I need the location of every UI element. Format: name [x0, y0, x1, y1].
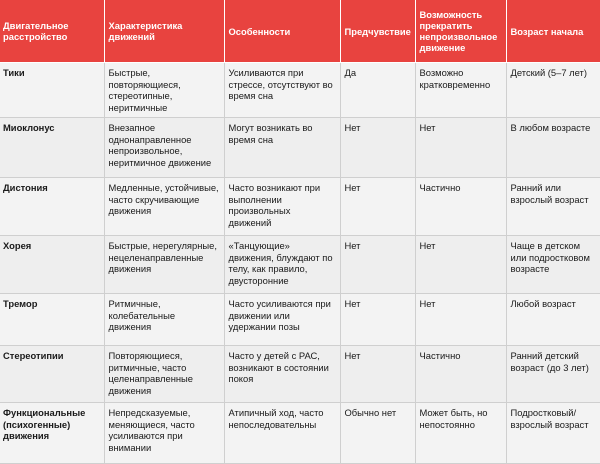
cell-disorder: Хорея [0, 236, 104, 294]
cell-age-of-onset: Ранний или взрослый возраст [506, 178, 600, 236]
cell-premonition: Нет [340, 178, 415, 236]
cell-premonition: Нет [340, 346, 415, 403]
cell-premonition: Обычно нет [340, 403, 415, 464]
cell-premonition: Нет [340, 294, 415, 346]
cell-features: Часто усиливаются при движении или удержании позы [224, 294, 340, 346]
cell-movement-characteristics: Ритмичные, колебательные движения [104, 294, 224, 346]
cell-age-of-onset: Детский (5–7 лет) [506, 63, 600, 118]
cell-age-of-onset: Чаще в детском или подростковом возрасте [506, 236, 600, 294]
cell-features: Часто у детей с РАС, возникают в состоянии покоя [224, 346, 340, 403]
cell-age-of-onset: Любой возраст [506, 294, 600, 346]
cell-movement-characteristics: Непредсказуемые, меняющиеся, часто усиливаются при внимании [104, 403, 224, 464]
cell-movement-characteristics: Быстрые, нерегулярные, нецеленаправленные движения [104, 236, 224, 294]
cell-disorder: Стереотипии [0, 346, 104, 403]
cell-ability-to-stop: Нет [415, 118, 506, 178]
cell-movement-characteristics: Быстрые, повторяющиеся, стереотипные, неритмичные [104, 63, 224, 118]
cell-premonition: Да [340, 63, 415, 118]
cell-ability-to-stop: Нет [415, 294, 506, 346]
cell-age-of-onset: Ранний детский возраст (до 3 лет) [506, 346, 600, 403]
header-row [0, 0, 600, 63]
cell-ability-to-stop: Частично [415, 346, 506, 403]
header-features: Особенности [224, 0, 340, 63]
cell-disorder: Функциональные (психогенные) движения [0, 403, 104, 464]
header-disorder: Двигательное расстройство [0, 0, 104, 63]
cell-features: Могут возникать во время сна [224, 118, 340, 178]
cell-features: Часто возникают при выполнении произвольных движений [224, 178, 340, 236]
header-age-of-onset: Возраст начала [506, 0, 600, 63]
table-row [0, 118, 600, 178]
table-row [0, 346, 600, 403]
table-row [0, 63, 600, 118]
cell-features: «Танцующие» движения, блуждают по телу, как правило, двусторонние [224, 236, 340, 294]
header-premonition: Предчувствие [340, 0, 415, 63]
cell-ability-to-stop: Нет [415, 236, 506, 294]
cell-disorder: Миоклонус [0, 118, 104, 178]
cell-features: Усиливаются при стрессе, отсутствуют во время сна [224, 63, 340, 118]
cell-disorder: Тремор [0, 294, 104, 346]
table-header [0, 0, 600, 63]
cell-premonition: Нет [340, 118, 415, 178]
cell-disorder: Тики [0, 63, 104, 118]
cell-ability-to-stop: Частично [415, 178, 506, 236]
cell-movement-characteristics: Внезапное однонаправленное непроизвольное, неритмичное движение [104, 118, 224, 178]
cell-age-of-onset: В любом возрасте [506, 118, 600, 178]
cell-features: Атипичный ход, часто непоследовательны [224, 403, 340, 464]
cell-premonition: Нет [340, 236, 415, 294]
header-ability-to-stop: Возможность прекратить непроизвольное движение [415, 0, 506, 63]
cell-ability-to-stop: Возможно кратковременно [415, 63, 506, 118]
cell-age-of-onset: Подростковый/взрослый возраст [506, 403, 600, 464]
table-row [0, 236, 600, 294]
cell-movement-characteristics: Медленные, устойчивые, часто скручивающие движения [104, 178, 224, 236]
table-row [0, 294, 600, 346]
table-row [0, 403, 600, 464]
cell-ability-to-stop: Может быть, но непостоянно [415, 403, 506, 464]
cell-movement-characteristics: Повторяющиеся, ритмичные, часто целенаправленные движения [104, 346, 224, 403]
table-body [0, 63, 600, 464]
table-row [0, 178, 600, 236]
header-movement-characteristics: Характеристика движений [104, 0, 224, 63]
cell-disorder: Дистония [0, 178, 104, 236]
